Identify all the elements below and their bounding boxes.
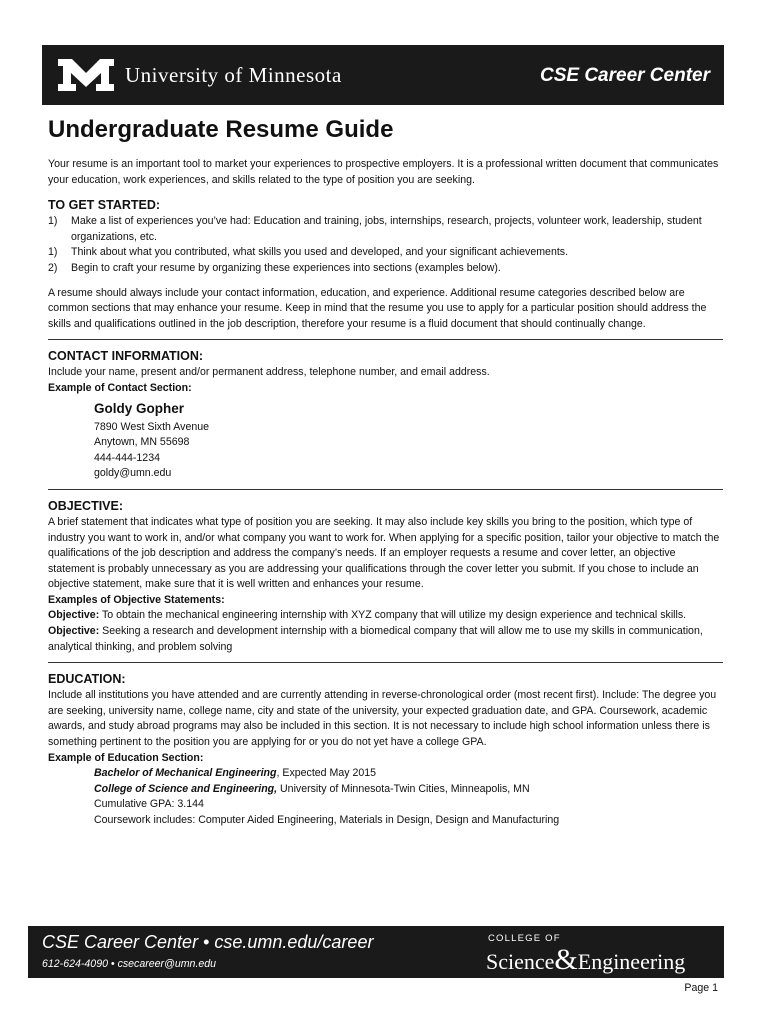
contact-description: Include your name, present and/or permanent address, telephone number, and email address. <box>48 366 490 379</box>
contact-heading: CONTACT INFORMATION: <box>48 349 204 364</box>
document-body <box>48 115 723 829</box>
objective-heading: OBJECTIVE: <box>48 498 124 513</box>
contact-line: Anytown, MN 55698 <box>94 436 190 449</box>
education-example-label: Example of Education Section: <box>48 751 204 764</box>
umn-m-logo-icon <box>58 59 114 91</box>
intro-paragraph: Your resume is an important tool to market your experiences to prospective employers. It is a professional written document that communicates your education, work experiences, and skills related to the type of position you are seeking. <box>48 158 719 186</box>
coursework-line: Coursework includes: Computer Aided Engineering, Materials in Design, Design and Manufacturing <box>94 814 560 826</box>
education-heading: EDUCATION: <box>48 672 126 687</box>
college-line: College of Science and Engineering, University of Minnesota-Twin Cities, Minneapolis, MN <box>94 782 530 795</box>
page-title: Undergraduate Resume Guide <box>48 116 394 143</box>
education-description: Include all institutions you have attended and are currently attending in reverse-chronological order (most recent first). Include: The degree you are seeking, university name, college name, city and state of the university, your expected graduation date, and GPA. Coursework, academic awards, and study abroad programs may also be included in this section. It is not necessary to include high school information unless there is something pertinent to the position you are applying for or you do not yet have a college GPA. <box>48 689 717 749</box>
list-item: 2) Begin to craft your resume by organizing these experiences into sections (examples below). <box>48 261 501 274</box>
footer-website: CSE Career Center • cse.umn.edu/career <box>42 932 374 952</box>
gpa-line: Cumulative GPA: 3.144 <box>94 798 204 811</box>
contact-example-label: Example of Contact Section: <box>48 381 192 394</box>
contact-line: 7890 West Sixth Avenue <box>94 420 210 433</box>
divider <box>48 339 723 340</box>
contact-line: 444-444-1234 <box>94 451 160 464</box>
university-name: University of Minnesota <box>125 63 342 87</box>
sections-paragraph: A resume should always include your contact information, education, and experience. Additional resume categories described below are common sections that may enhance your resume. Keep in mind that the resume you use to apply for a particular position should address the skills and qualifications outlined in the job description, therefore your resume is a fluid document that should continually change. <box>48 286 707 330</box>
header-bar <box>42 45 724 105</box>
college-of-label: COLLEGE OF <box>488 933 561 944</box>
list-item: 1) Think about what you contributed, what skills you used and developed, and your significant achievements. <box>48 246 569 259</box>
page-number: Page 1 <box>684 982 718 994</box>
objective-examples-label: Examples of Objective Statements: <box>48 593 225 606</box>
career-center-title: CSE Career Center <box>539 65 710 86</box>
contact-name: Goldy Gopher <box>94 400 185 416</box>
divider <box>48 662 723 663</box>
get-started-heading: TO GET STARTED: <box>48 198 161 213</box>
footer-bar <box>28 926 724 978</box>
degree-line: Bachelor of Mechanical Engineering, Expected May 2015 <box>94 767 377 780</box>
education-example <box>94 766 723 828</box>
divider <box>48 489 723 490</box>
contact-example <box>94 399 723 482</box>
objective-description: A brief statement that indicates what type of position you are seeking. It may also include key skills you bring to the position, which type of industry you want to work in, and/or what company you want to work for. When applying for a specific position, tailor your objective to match the qualifications of the job description and address the company’s needs. If an employer requests a resume and cover letter, an objective statement is probably unnecessary as you are addressing your qualifications through the cover letter you submit. If you chose to include an objective statement, make sure that it is well written and enhances your resume. <box>48 515 720 591</box>
footer-contact: 612-624-4090 • csecareer@umn.edu <box>42 958 217 970</box>
college-name-logo: Science&Engineering <box>486 943 686 976</box>
objective-example: Objective: To obtain the mechanical engineering internship with XYZ company that will utilize my design experience and technical skills. <box>48 609 687 622</box>
contact-line: goldy@umn.edu <box>94 467 172 480</box>
list-item: 1) Make a list of experiences you’ve had: Education and training, jobs, internships, research, projects, volunteer work, leadership, student organizations, etc. <box>48 215 702 243</box>
objective-example: Objective: Seeking a research and development internship with a biomedical company that will allow me to use my skills in communication, analytical thinking, and problem solving <box>48 625 703 653</box>
